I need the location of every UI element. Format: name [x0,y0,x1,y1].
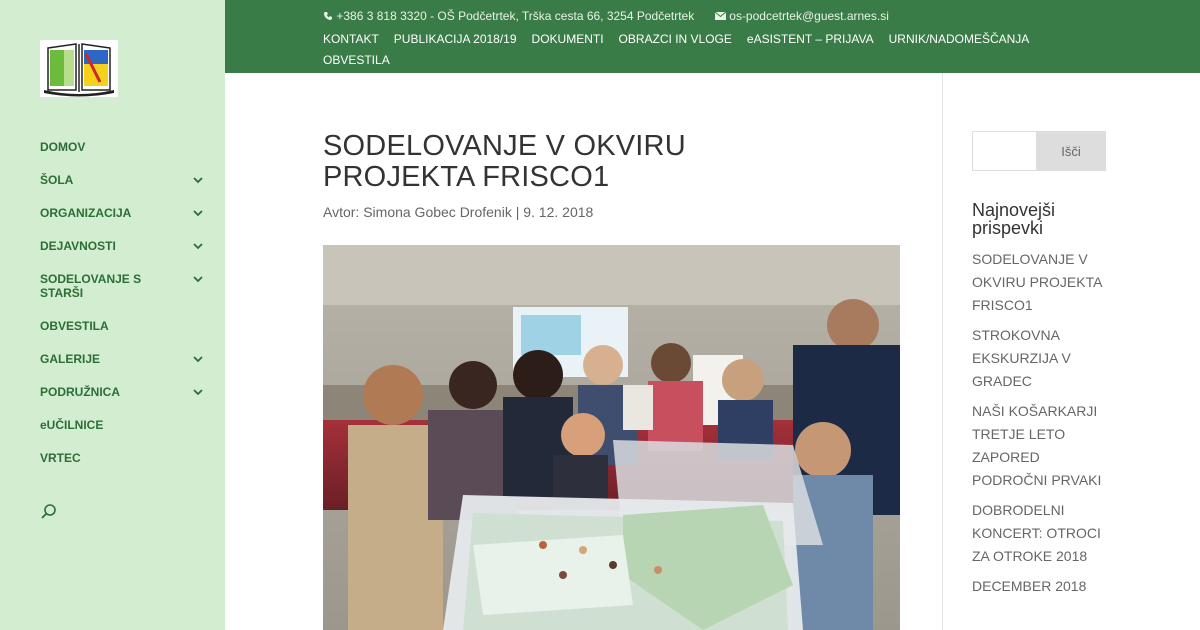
recent-post-link[interactable]: STROKOVNA EKSKURZIJA V GRADEC [972,327,1071,389]
phone-icon [323,11,333,21]
classroom-photo-illustration [323,245,900,630]
content-divider [942,73,943,630]
recent-posts-title: Najnovejši prispevki [972,200,1056,238]
sidebar-item[interactable] [40,239,210,253]
phone-address-text: +386 3 818 3320 - OŠ Podčetrtek, Trška cesta 66, 3254 Podčetrtek [336,8,695,23]
search-widget [972,131,1106,171]
chevron-down-icon[interactable] [192,272,204,286]
sidebar-item-label: DOMOV [40,140,86,154]
top-menu-item[interactable]: OBVESTILA [323,53,390,67]
search-input[interactable] [972,131,1036,171]
sidebar-item-label: ORGANIZACIJA [40,206,132,220]
sidebar-item[interactable] [40,140,210,154]
email-link[interactable]: os-podcetrtek@guest.arnes.si [729,8,889,23]
sidebar-item[interactable] [40,385,210,399]
top-menu-item[interactable]: PUBLIKACIJA 2018/19 [393,32,517,46]
contact-info [323,8,889,23]
top-menu-item[interactable]: OBRAZCI IN VLOGE [618,32,732,46]
post-meta: Avtor: Simona Gobec Drofenik | 9. 12. 2018 [323,204,594,220]
sidebar-item[interactable] [40,173,210,187]
sidebar-item[interactable] [40,352,210,366]
sidebar-item-label: SODELOVANJE S STARŠI [40,272,142,300]
chevron-down-icon[interactable] [192,206,204,220]
chevron-down-icon[interactable] [192,239,204,253]
left-sidebar [0,0,225,630]
chevron-down-icon[interactable] [192,173,204,187]
search-button[interactable]: Išči [1036,131,1106,171]
recent-post-link[interactable]: DECEMBER 2018 [972,578,1087,594]
sidebar-item-label: VRTEC [40,451,81,465]
sidebar-item[interactable] [40,319,210,333]
chevron-down-icon[interactable] [192,352,204,366]
top-menu-item[interactable]: KONTAKT [323,32,379,46]
envelope-icon [715,12,726,20]
top-menu-item[interactable]: DOKUMENTI [531,32,604,46]
sidebar-item-label: PODRUŽNICA [40,385,120,399]
main-content [225,73,943,630]
chevron-down-icon[interactable] [192,385,204,399]
sidebar-item[interactable] [40,451,210,465]
sidebar-nav [40,140,210,484]
book-logo-icon [40,40,118,97]
top-menu-item[interactable]: URNIK/NADOMEŠČANJA [888,32,1030,46]
sidebar-item-label: OBVESTILA [40,319,109,333]
sidebar-item[interactable] [40,418,210,432]
recent-post-link[interactable]: SODELOVANJE V OKVIRU PROJEKTA FRISCO1 [972,251,1102,313]
top-menu-item[interactable]: eASISTENT – PRIJAVA [746,32,874,46]
post-featured-photo[interactable] [323,245,900,630]
sidebar-item-label: eUČILNICE [40,418,104,432]
sidebar-item-label: ŠOLA [40,173,74,187]
post-title: SODELOVANJE V OKVIRU PROJEKTA FRISCO1 [323,130,686,193]
search-icon[interactable] [40,503,58,521]
sidebar-item-label: GALERIJE [40,352,101,366]
recent-posts-list [972,248,1102,605]
school-logo[interactable] [40,40,118,97]
sidebar-item[interactable] [40,272,210,300]
top-menu [323,29,1063,71]
recent-post-link[interactable]: DOBRODELNI KONCERT: OTROCI ZA OTROKE 2018 [972,502,1101,564]
sidebar-item[interactable] [40,206,210,220]
top-header [225,0,1200,73]
recent-post-link[interactable]: NAŠI KOŠARKARJI TRETJE LETO ZAPORED PODROČNI PRVAKI [972,403,1102,488]
sidebar-item-label: DEJAVNOSTI [40,239,116,253]
